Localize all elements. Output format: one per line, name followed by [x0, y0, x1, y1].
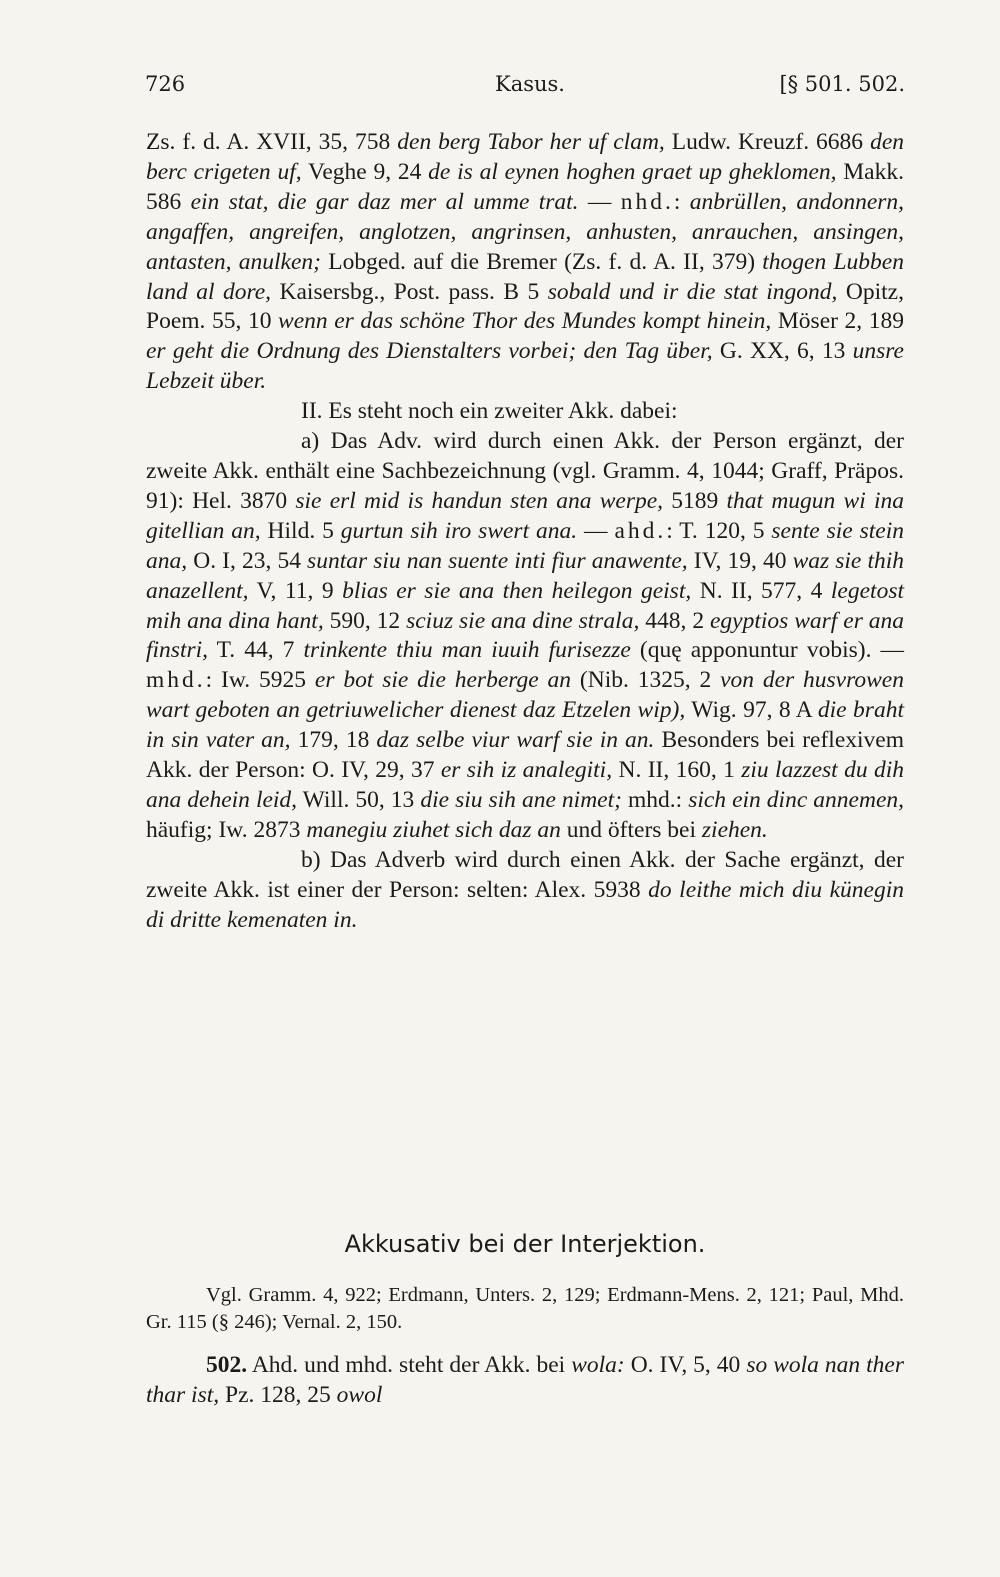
- italic-quote: thogen Lubben land al dore,: [146, 248, 904, 305]
- italic-quote: unsre Lebzeit über.: [146, 338, 904, 395]
- text-run: Makk. 586: [146, 158, 904, 215]
- italic-quote: manegiu ziuhet sich daz an: [306, 816, 561, 843]
- italic-quote: den berc crigeten uf,: [146, 129, 904, 185]
- text-run: N. II, 577, 4: [691, 577, 831, 604]
- text-run: —: [578, 188, 621, 215]
- italic-quote: er geht die Ordnung des Dienstalters vorbei; den Tag über,: [146, 338, 713, 365]
- text-run: Veghe 9, 24: [301, 158, 429, 185]
- paragraph-ii: [146, 397, 904, 427]
- italic-quote: so wola nan ther thar ist,: [146, 1352, 904, 1408]
- references: [146, 1282, 904, 1336]
- section-reference: [§ 501. 502.: [779, 72, 905, 96]
- references-text: Vgl. Gramm. 4, 922; Erdmann, Unters. 2, 129; Erdmann-Mens. 2, 121; Paul, Mhd. Gr. 115 (§ 246); Vernal. 2, 150.: [146, 1284, 904, 1333]
- text-run: ahd.: [614, 517, 667, 544]
- text-run: T. 44, 7: [208, 637, 304, 664]
- text-run: mhd.:: [621, 786, 689, 813]
- text-run: O. I, 23, 54: [187, 547, 308, 574]
- text-run: mhd.: [146, 667, 206, 694]
- italic-quote: den berg Tabor her uf clam,: [397, 129, 665, 155]
- italic-quote: daz selbe viur warf sie in an.: [376, 727, 655, 754]
- text-run: N. II, 160, 1: [612, 757, 742, 784]
- text-run: 5189: [663, 487, 727, 514]
- section-number: 502.: [206, 1352, 248, 1378]
- main-text: [146, 128, 904, 935]
- italic-quote: von der husvrowen wart geboten an getriuwelicher dienest daz Etzelen wip),: [146, 667, 904, 724]
- text-run: Pz. 128, 25: [219, 1382, 337, 1408]
- italic-quote: waz sie thih anazellent,: [146, 547, 905, 604]
- italic-quote: gurtun sih iro swert ana.: [340, 517, 578, 544]
- text-run: G. XX, 6, 13: [712, 338, 853, 365]
- page-number: 726: [145, 72, 186, 96]
- section-502: [146, 1350, 904, 1410]
- italic-quote: sente sie stein ana,: [146, 517, 905, 574]
- text-run: Lobged. auf die Bremer (Zs. f. d. A. II, 379): [320, 248, 763, 275]
- text-run: V, 11, 9: [248, 577, 343, 604]
- text-run: Zs. f. d. A. XVII, 35, 758: [146, 129, 398, 155]
- text-run: II. Es steht noch ein zweiter Akk. dabei:: [301, 398, 678, 425]
- text-run: (quę apponuntur vobis). —: [630, 637, 904, 664]
- text-run: nhd.: [620, 188, 674, 215]
- text-run: —: [577, 517, 615, 544]
- italic-quote: ziu lazzest du dih ana dehein leid,: [146, 757, 904, 813]
- italic-quote: trinkente thiu man iuuih furisezze: [303, 637, 631, 664]
- text-run: Kaisersbg., Post. pass. B 5: [271, 278, 548, 305]
- text-run: und öfters bei: [560, 816, 702, 843]
- text-run: Ludw. Kreuzf. 6686: [664, 129, 871, 155]
- paragraph-nhd-examples: [146, 128, 904, 397]
- text-run: 590, 12: [323, 607, 407, 634]
- section-502-paragraph: [146, 1350, 904, 1410]
- text-run: Möser 2, 189: [771, 308, 904, 335]
- italic-quote: do leithe mich diu künegin di dritte kemenaten in.: [146, 876, 904, 933]
- text-run: Hild. 5: [260, 517, 341, 544]
- text-run: häufig; Iw. 2873: [146, 816, 307, 843]
- text-run: Wig. 97, 8 A: [685, 697, 818, 724]
- text-run: 179, 18: [290, 727, 377, 754]
- italic-quote: er sih iz analegiti,: [440, 757, 613, 784]
- italic-quote: suntar siu nan suente inti fiur anawente,: [307, 547, 688, 574]
- italic-quote: die braht in sin vater an,: [146, 697, 904, 754]
- text-run: Besonders bei reflexivem Akk. der Person: O. IV, 29, 37: [146, 727, 905, 784]
- italic-quote: legetost mih ana dina hant,: [146, 577, 904, 634]
- running-title: Kasus.: [495, 72, 565, 96]
- text-run: Will. 50, 13: [297, 786, 421, 813]
- italic-quote: ein stat, die gar daz mer al umme trat.: [190, 188, 579, 215]
- italic-quote: de is al eynen hoghen graet up gheklomen,: [428, 158, 837, 185]
- italic-quote: owol: [336, 1382, 383, 1408]
- italic-quote: sciuz sie ana dine strala,: [406, 607, 640, 634]
- text-run: (Nib. 1325, 2: [571, 667, 721, 694]
- text-run: b) Das Adverb wird durch einen Akk. der Sache ergänzt, der zweite Akk. ist einer der Person: selten: Alex. 5938: [146, 846, 904, 903]
- italic-quote: wenn er das schöne Thor des Mundes kompt hinein,: [278, 308, 772, 335]
- text-run: : T. 120, 5: [666, 517, 772, 544]
- italic-quote: die siu sih ane nimet;: [420, 786, 622, 813]
- text-run: Opitz, Poem. 55, 10: [146, 278, 904, 335]
- italic-quote: anbrüllen, andonnern, angaffen, angreifen, anglotzen, angrinsen, anhusten, anrauchen, ansingen, antasten, anulken;: [146, 188, 905, 275]
- section-502-text: [146, 1352, 904, 1408]
- italic-quote: sie erl mid is handun sten ana werpe,: [295, 487, 664, 514]
- text-run: :: [673, 188, 690, 215]
- italic-quote: that mugun wi ina gitellian an,: [146, 487, 904, 544]
- paragraph-b: [146, 846, 904, 936]
- italic-quote: sich ein dinc annemen,: [688, 786, 904, 813]
- section-heading: Akkusativ bei der Interjektion.: [344, 1230, 706, 1258]
- text-run: Ahd. und mhd. steht der Akk. bei: [247, 1352, 572, 1378]
- italic-quote: ziehen.: [701, 816, 768, 843]
- italic-quote: sobald und ir die stat ingond,: [547, 278, 838, 305]
- text-run: IV, 19, 40: [687, 547, 793, 574]
- italic-quote: wola:: [571, 1352, 625, 1378]
- italic-quote: blias er sie ana then heilegon geist,: [342, 577, 692, 604]
- text-run: O. IV, 5, 40: [624, 1352, 747, 1378]
- text-run: a) Das Adv. wird durch einen Akk. der Person ergänzt, der zweite Akk. enthält eine Sachbezeichnung (vgl. Gramm. 4, 1044; Graff, Präpos. 91): Hel. 3870: [146, 428, 904, 514]
- italic-quote: er bot sie die herberge an: [314, 667, 572, 694]
- italic-quote: egyptios warf er ana finstri,: [146, 607, 905, 664]
- text-run: : Iw. 5925: [205, 667, 315, 694]
- paragraph-a: [146, 427, 904, 846]
- running-header: [145, 72, 905, 102]
- text-run: 448, 2: [639, 607, 710, 634]
